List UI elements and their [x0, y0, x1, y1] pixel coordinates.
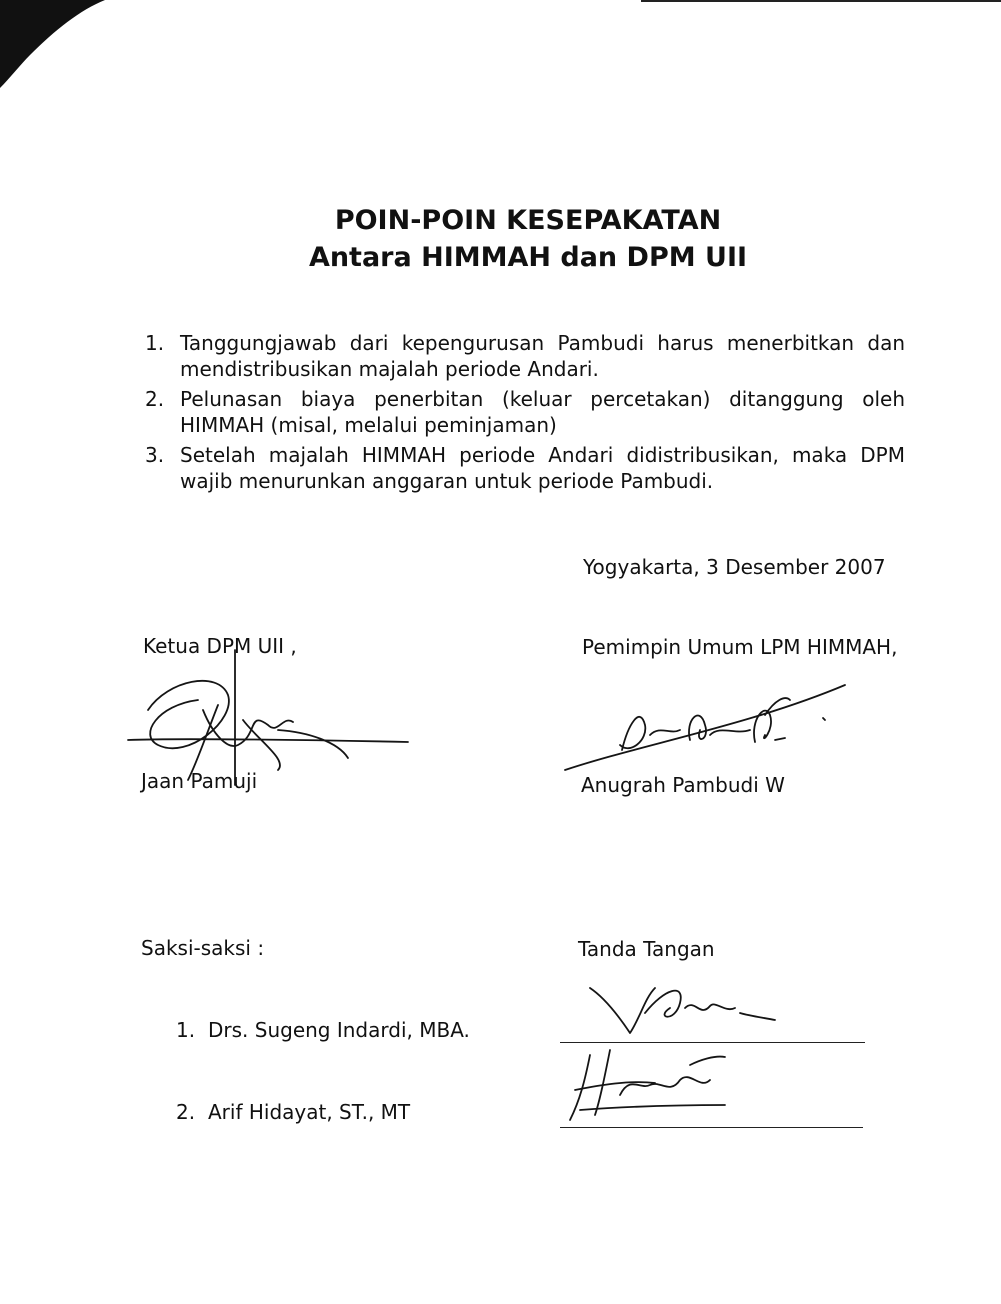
point-number: 1.: [145, 331, 165, 355]
scan-edge-line: [641, 0, 1001, 2]
witness-name: Arif Hidayat, ST., MT: [208, 1100, 411, 1124]
point-text: Pelunasan biaya penerbitan (keluar percetakan) ditanggung oleh HIMMAH (misal, melalui peminjaman): [180, 387, 905, 437]
witness-2-signature: [560, 1045, 740, 1125]
scan-corner-shadow: [0, 0, 120, 100]
witness-item: [176, 1017, 470, 1043]
point-number: 3.: [145, 443, 165, 467]
witness-number: 2.: [176, 1100, 196, 1124]
witness-1-signature: [585, 978, 785, 1038]
witness-item: [176, 1099, 470, 1125]
point-number: 2.: [145, 387, 165, 411]
agreement-point: [145, 442, 905, 494]
witness-name: Drs. Sugeng Indardi, MBA.: [208, 1018, 470, 1042]
signature-label: Tanda Tangan: [578, 937, 715, 961]
right-signatory-name: Anugrah Pambudi W: [581, 773, 785, 797]
document-subtitle: Antara HIMMAH dan DPM UII: [308, 242, 748, 273]
witness-list: [176, 1017, 470, 1125]
left-signatory-name: Jaan Pamuji: [141, 769, 258, 793]
document-title: POIN-POIN KESEPAKATAN: [334, 205, 722, 236]
left-signatory-role: Ketua DPM UII ,: [143, 634, 297, 658]
point-text: Setelah majalah HIMMAH periode Andari didistribusikan, maka DPM wajib menurunkan anggaran untuk periode Pambudi.: [180, 443, 905, 493]
point-text: Tanggungjawab dari kepengurusan Pambudi harus menerbitkan dan mendistribusikan majalah periode Andari.: [180, 331, 905, 381]
witness-1-signature-line: [560, 1042, 865, 1043]
agreement-point: [145, 330, 905, 382]
witnesses-label: Saksi-saksi :: [141, 936, 265, 960]
right-signature: [560, 680, 860, 780]
witness-2-signature-line: [560, 1127, 863, 1128]
agreement-points: [145, 330, 905, 498]
right-signatory-role: Pemimpin Umum LPM HIMMAH,: [582, 635, 898, 659]
witness-number: 1.: [176, 1018, 196, 1042]
agreement-point: [145, 386, 905, 438]
place-date: Yogyakarta, 3 Desember 2007: [583, 555, 886, 579]
